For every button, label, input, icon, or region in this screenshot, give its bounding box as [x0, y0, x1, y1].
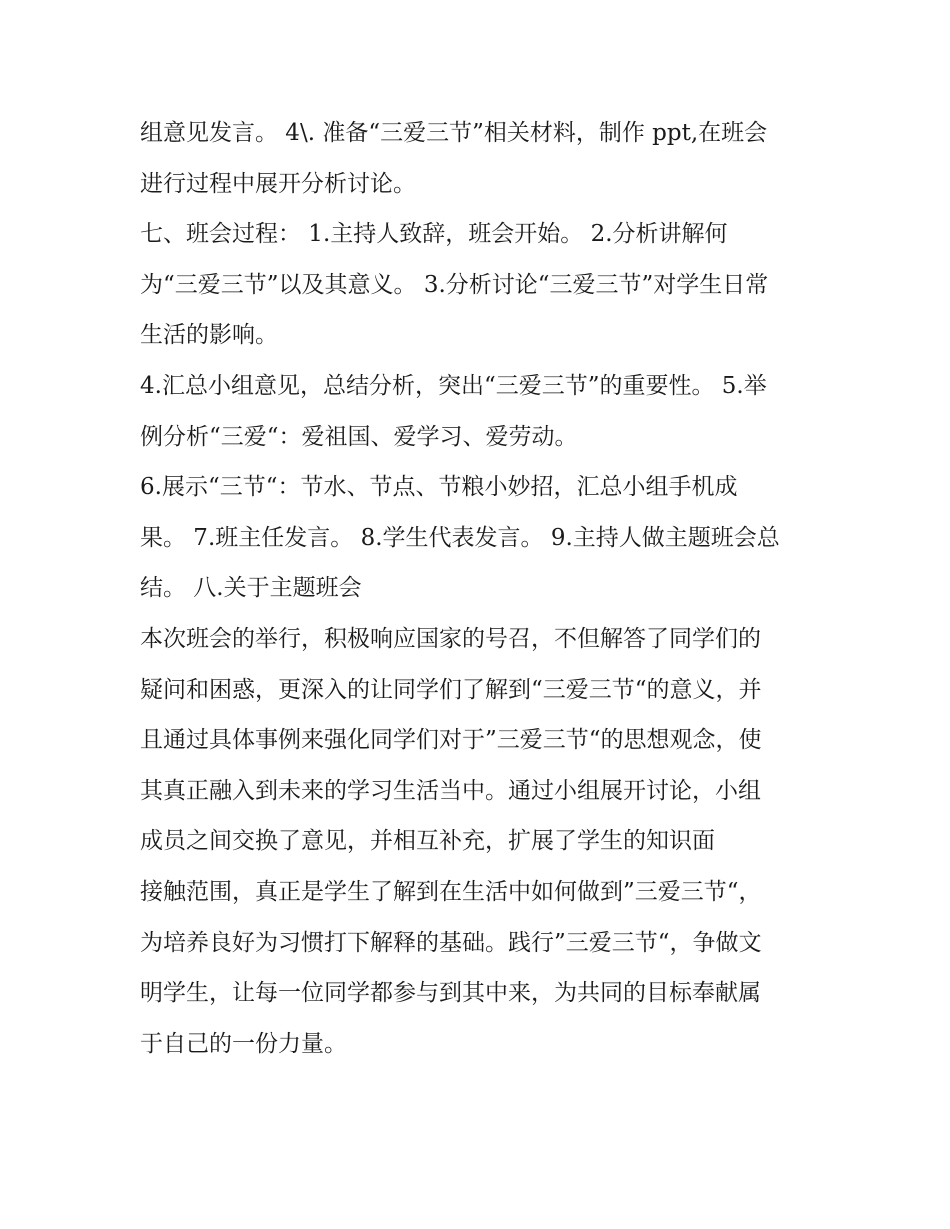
text-line: 疑问和困惑，更深入的让同学们了解到“三爱三节“的意义，并: [140, 676, 762, 703]
text-line: 为培养良好为习惯打下解释的基础。践行”三爱三节“，争做文: [140, 929, 762, 956]
text-line: 组意见发言。 4\. 准备“三爱三节”相关材料，制作 ppt,在班会: [140, 120, 768, 146]
text-line: 4.汇总小组意见，总结分析，突出“三爱三节”的重要性。 5.举: [140, 372, 767, 399]
text-line: 结。 八.关于主题班会: [140, 575, 362, 602]
text-line: 6.展示“三节“：节水、节点、节粮小妙招，汇总小组手机成: [140, 474, 738, 501]
text-line: 为“三爱三节”以及其意义。 3.分析讨论“三爱三节”对学生日常: [140, 271, 769, 298]
body-text: [140, 108, 840, 1069]
text-line: 成员之间交换了意见，并相互补充，扩展了学生的知识面: [140, 828, 715, 855]
text-line: 本次班会的举行，积极响应国家的号召，不但解答了同学们的: [140, 625, 761, 652]
text-line: 生活的影响。: [140, 322, 278, 349]
text-line: 其真正融入到未来的学习生活当中。通过小组展开讨论，小组: [140, 777, 761, 804]
text-line: 且通过具体事例来强化同学们对于”三爱三节“的思想观念，使: [140, 727, 762, 754]
text-line: 果。 7.班主任发言。 8.学生代表发言。 9.主持人做主题班会总: [140, 524, 780, 551]
text-line: 接触范围，真正是学生了解到在生活中如何做到”三爱三节“，: [140, 878, 762, 905]
text-line: 明学生，让每一位同学都参与到其中来，为共同的目标奉献属: [140, 980, 761, 1007]
text-line: 七、班会过程： 1.主持人致辞，班会开始。 2.分析讲解何: [140, 221, 728, 248]
text-line: 于自己的一份力量。: [140, 1030, 347, 1057]
text-line: 例分析“三爱“：爱祖国、爱学习、爱劳动。: [140, 423, 578, 450]
text-line: 进行过程中展开分析讨论。: [140, 170, 416, 197]
